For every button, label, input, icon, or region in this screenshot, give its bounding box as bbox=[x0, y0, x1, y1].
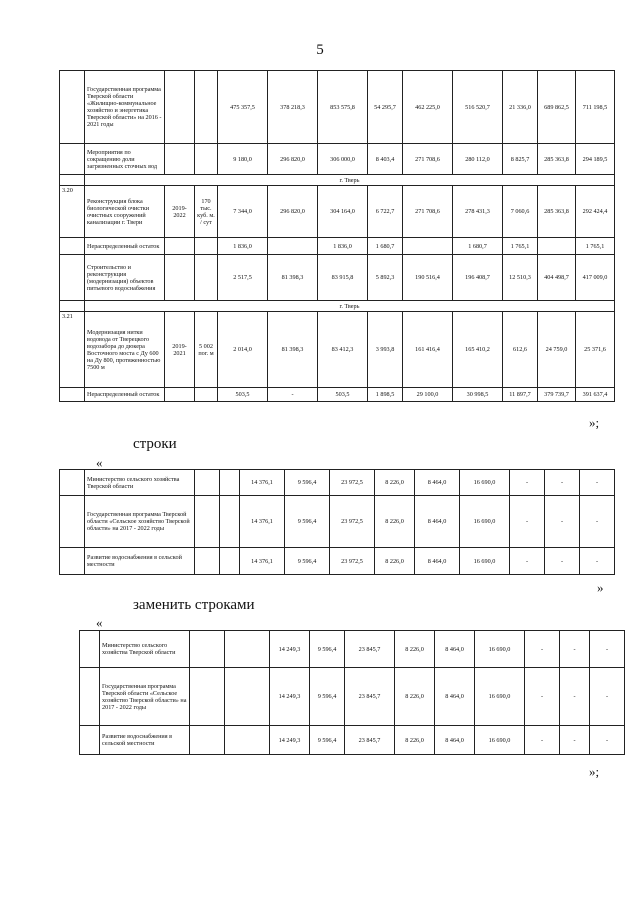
value-cell: 21 336,0 bbox=[503, 71, 538, 144]
value-cell: 8 464,0 bbox=[415, 470, 460, 496]
value-cell: - bbox=[510, 548, 545, 575]
capacity-cell bbox=[195, 71, 218, 144]
period-cell bbox=[165, 71, 195, 144]
replacement-rows-table bbox=[79, 630, 625, 755]
subheading-cell: г. Тверь bbox=[85, 301, 615, 312]
label-replace: заменить строками bbox=[133, 597, 255, 613]
value-cell: 285 363,8 bbox=[538, 186, 576, 238]
value-cell: 516 520,7 bbox=[453, 71, 503, 144]
label-rows: строки bbox=[133, 436, 177, 452]
row-number-cell bbox=[60, 470, 85, 496]
value-cell: 294 189,5 bbox=[576, 144, 615, 175]
row-number-cell bbox=[80, 668, 100, 726]
value-cell: 23 845,7 bbox=[345, 631, 395, 668]
table-row bbox=[60, 496, 615, 548]
value-cell bbox=[403, 238, 453, 255]
value-cell: 165 410,2 bbox=[453, 312, 503, 388]
value-cell: 8 825,7 bbox=[503, 144, 538, 175]
value-cell: 271 708,6 bbox=[403, 144, 453, 175]
value-cell: 285 363,8 bbox=[538, 144, 576, 175]
open-quote-1: « bbox=[96, 455, 103, 470]
period-cell bbox=[195, 470, 220, 496]
period-cell bbox=[190, 726, 225, 755]
capacity-cell bbox=[225, 631, 270, 668]
value-cell: 81 398,3 bbox=[268, 255, 318, 301]
open-quote-2: « bbox=[96, 615, 103, 630]
period-cell bbox=[195, 496, 220, 548]
value-cell: 23 845,7 bbox=[345, 668, 395, 726]
row-number-cell bbox=[60, 175, 85, 186]
value-cell: 475 357,5 bbox=[218, 71, 268, 144]
period-cell: 2019-2021 bbox=[165, 312, 195, 388]
value-cell: - bbox=[560, 668, 590, 726]
value-cell: 14 249,3 bbox=[270, 726, 310, 755]
value-cell: - bbox=[510, 496, 545, 548]
table-row bbox=[60, 255, 615, 301]
name-cell: Мероприятия по сокращению доли загрязненных сточных вод bbox=[85, 144, 165, 175]
value-cell: - bbox=[545, 548, 580, 575]
value-cell bbox=[268, 238, 318, 255]
value-cell: 278 431,3 bbox=[453, 186, 503, 238]
value-cell: 1 765,1 bbox=[503, 238, 538, 255]
close-quote-2: » bbox=[597, 580, 604, 595]
end-quote-1: »; bbox=[589, 415, 600, 430]
value-cell: 23 972,5 bbox=[330, 470, 375, 496]
value-cell: - bbox=[580, 470, 615, 496]
value-cell: 2 014,0 bbox=[218, 312, 268, 388]
table-row bbox=[60, 71, 615, 144]
value-cell: 83 412,3 bbox=[318, 312, 368, 388]
value-cell: 14 376,1 bbox=[240, 470, 285, 496]
table-row bbox=[60, 388, 615, 402]
name-cell: Государственная программа Тверской области «Сельское хозяйство Тверской области» на 2017 - 2022 годы bbox=[100, 668, 190, 726]
value-cell: 404 498,7 bbox=[538, 255, 576, 301]
value-cell: 8 464,0 bbox=[435, 668, 475, 726]
table-row bbox=[60, 238, 615, 255]
period-cell bbox=[165, 388, 195, 402]
capacity-cell bbox=[225, 668, 270, 726]
value-cell: 9 596,4 bbox=[285, 496, 330, 548]
value-cell: - bbox=[580, 496, 615, 548]
capacity-cell: 170 тыс. куб. м. / сут bbox=[195, 186, 218, 238]
name-cell: Развитие водоснабжения в сельской местности bbox=[100, 726, 190, 755]
page-number: 5 bbox=[316, 42, 324, 58]
capacity-cell bbox=[225, 726, 270, 755]
row-number-cell bbox=[60, 71, 85, 144]
row-number-cell bbox=[60, 144, 85, 175]
value-cell: 1 680,7 bbox=[453, 238, 503, 255]
table-row bbox=[60, 470, 615, 496]
period-cell bbox=[190, 631, 225, 668]
table-row bbox=[60, 312, 615, 388]
value-cell: 14 376,1 bbox=[240, 496, 285, 548]
value-cell: - bbox=[590, 668, 625, 726]
value-cell: 16 690,0 bbox=[475, 668, 525, 726]
period-cell bbox=[165, 255, 195, 301]
value-cell: 292 424,4 bbox=[576, 186, 615, 238]
value-cell: 391 637,4 bbox=[576, 388, 615, 402]
value-cell: 9 180,0 bbox=[218, 144, 268, 175]
value-cell: 8 226,0 bbox=[375, 548, 415, 575]
value-cell: 2 517,5 bbox=[218, 255, 268, 301]
value-cell: 23 845,7 bbox=[345, 726, 395, 755]
capacity-cell: 5 002 пог. м bbox=[195, 312, 218, 388]
value-cell: 378 218,3 bbox=[268, 71, 318, 144]
value-cell: - bbox=[545, 470, 580, 496]
row-number-cell bbox=[60, 255, 85, 301]
value-cell: 23 972,5 bbox=[330, 548, 375, 575]
value-cell: 83 915,8 bbox=[318, 255, 368, 301]
value-cell: 9 596,4 bbox=[310, 631, 345, 668]
value-cell: 296 820,0 bbox=[268, 186, 318, 238]
value-cell: 8 403,4 bbox=[368, 144, 403, 175]
value-cell: 190 516,4 bbox=[403, 255, 453, 301]
name-cell: Модернизация нитки водовода от Тверецкого водозабора до дюкера Восточного моста с Ду 600 на Ду 800, протяженностью 7500 м bbox=[85, 312, 165, 388]
name-cell: Нераспределенный остаток bbox=[85, 238, 165, 255]
period-cell bbox=[165, 144, 195, 175]
value-cell: 8 464,0 bbox=[435, 631, 475, 668]
value-cell: 1 836,0 bbox=[218, 238, 268, 255]
value-cell: 14 376,1 bbox=[240, 548, 285, 575]
table-row bbox=[60, 548, 615, 575]
subheading-cell: г. Тверь bbox=[85, 175, 615, 186]
table-row bbox=[60, 144, 615, 175]
value-cell: 1 836,0 bbox=[318, 238, 368, 255]
name-cell: Государственная программа Тверской области «Жилищно-коммунальное хозяйство и энергетика Тверской области» на 2016 - 2021 годы bbox=[85, 71, 165, 144]
value-cell: 8 226,0 bbox=[395, 726, 435, 755]
value-cell: 280 112,0 bbox=[453, 144, 503, 175]
value-cell: 16 690,0 bbox=[460, 548, 510, 575]
value-cell: 8 464,0 bbox=[435, 726, 475, 755]
period-cell bbox=[165, 238, 195, 255]
value-cell: 1 898,5 bbox=[368, 388, 403, 402]
value-cell: 296 820,0 bbox=[268, 144, 318, 175]
value-cell: 612,6 bbox=[503, 312, 538, 388]
rows-to-replace-table bbox=[59, 469, 615, 575]
value-cell: 271 708,6 bbox=[403, 186, 453, 238]
budget-table-main bbox=[59, 70, 615, 402]
value-cell: 30 998,5 bbox=[453, 388, 503, 402]
value-cell: 81 398,3 bbox=[268, 312, 318, 388]
value-cell: 1 765,1 bbox=[576, 238, 615, 255]
value-cell: 8 226,0 bbox=[375, 496, 415, 548]
value-cell: 304 164,0 bbox=[318, 186, 368, 238]
row-number-cell bbox=[60, 301, 85, 312]
value-cell: 8 226,0 bbox=[395, 668, 435, 726]
name-cell: Развитие водоснабжения в сельской местности bbox=[85, 548, 195, 575]
row-number-cell bbox=[80, 631, 100, 668]
table-row bbox=[60, 186, 615, 238]
value-cell: 3 993,8 bbox=[368, 312, 403, 388]
value-cell: 8 464,0 bbox=[415, 548, 460, 575]
capacity-cell bbox=[220, 548, 240, 575]
value-cell: 503,5 bbox=[318, 388, 368, 402]
value-cell: 9 596,4 bbox=[285, 470, 330, 496]
value-cell: 379 739,7 bbox=[538, 388, 576, 402]
value-cell: 24 759,0 bbox=[538, 312, 576, 388]
row-number-cell bbox=[60, 238, 85, 255]
period-cell: 2019-2022 bbox=[165, 186, 195, 238]
value-cell: - bbox=[525, 668, 560, 726]
value-cell: - bbox=[560, 726, 590, 755]
value-cell: 6 722,7 bbox=[368, 186, 403, 238]
value-cell: 9 596,4 bbox=[285, 548, 330, 575]
table-row bbox=[80, 668, 625, 726]
value-cell: 23 972,5 bbox=[330, 496, 375, 548]
value-cell: 54 295,7 bbox=[368, 71, 403, 144]
value-cell: 25 371,6 bbox=[576, 312, 615, 388]
value-cell: 503,5 bbox=[218, 388, 268, 402]
value-cell: - bbox=[560, 631, 590, 668]
row-number-cell bbox=[80, 726, 100, 755]
value-cell: - bbox=[545, 496, 580, 548]
value-cell: - bbox=[590, 726, 625, 755]
row-number-cell bbox=[60, 548, 85, 575]
value-cell: 689 862,5 bbox=[538, 71, 576, 144]
end-quote-3: »; bbox=[589, 764, 600, 779]
value-cell: 7 344,0 bbox=[218, 186, 268, 238]
name-cell: Государственная программа Тверской области «Сельское хозяйство Тверской области» на 2017 - 2022 годы bbox=[85, 496, 195, 548]
value-cell: 16 690,0 bbox=[460, 470, 510, 496]
name-cell: Министерство сельского хозяйства Тверской области bbox=[85, 470, 195, 496]
name-cell: Строительство и реконструкция (модернизация) объектов питьевого водоснабжения bbox=[85, 255, 165, 301]
value-cell: 14 249,3 bbox=[270, 668, 310, 726]
value-cell: 9 596,4 bbox=[310, 726, 345, 755]
value-cell: 161 416,4 bbox=[403, 312, 453, 388]
capacity-cell bbox=[220, 470, 240, 496]
period-cell bbox=[190, 668, 225, 726]
capacity-cell bbox=[195, 255, 218, 301]
value-cell: 8 226,0 bbox=[375, 470, 415, 496]
capacity-cell bbox=[195, 388, 218, 402]
value-cell: - bbox=[268, 388, 318, 402]
name-cell: Министерство сельского хозяйства Тверской области bbox=[100, 631, 190, 668]
value-cell: 1 680,7 bbox=[368, 238, 403, 255]
value-cell: - bbox=[525, 631, 560, 668]
value-cell: 16 690,0 bbox=[475, 726, 525, 755]
value-cell: - bbox=[580, 548, 615, 575]
value-cell: 306 000,0 bbox=[318, 144, 368, 175]
row-number-cell bbox=[60, 496, 85, 548]
name-cell: Реконструкция блока биологической очистки очистных сооружений канализации г. Твери bbox=[85, 186, 165, 238]
value-cell: - bbox=[525, 726, 560, 755]
value-cell: 5 892,3 bbox=[368, 255, 403, 301]
value-cell: 711 198,5 bbox=[576, 71, 615, 144]
value-cell: 11 897,7 bbox=[503, 388, 538, 402]
table-row bbox=[80, 631, 625, 668]
name-cell: Нераспределенный остаток bbox=[85, 388, 165, 402]
value-cell: 462 225,0 bbox=[403, 71, 453, 144]
table-row bbox=[60, 175, 615, 186]
value-cell: 9 596,4 bbox=[310, 668, 345, 726]
capacity-cell bbox=[195, 238, 218, 255]
value-cell: 7 060,6 bbox=[503, 186, 538, 238]
value-cell: 196 408,7 bbox=[453, 255, 503, 301]
value-cell: 16 690,0 bbox=[460, 496, 510, 548]
value-cell bbox=[538, 238, 576, 255]
value-cell: - bbox=[590, 631, 625, 668]
capacity-cell bbox=[195, 144, 218, 175]
value-cell: 29 100,0 bbox=[403, 388, 453, 402]
period-cell bbox=[195, 548, 220, 575]
table-row bbox=[60, 301, 615, 312]
value-cell: 12 510,3 bbox=[503, 255, 538, 301]
value-cell: 16 690,0 bbox=[475, 631, 525, 668]
value-cell: 417 009,0 bbox=[576, 255, 615, 301]
value-cell: 853 575,8 bbox=[318, 71, 368, 144]
value-cell: 14 249,3 bbox=[270, 631, 310, 668]
row-number-cell: 3.21 bbox=[60, 312, 85, 388]
value-cell: 8 226,0 bbox=[395, 631, 435, 668]
row-number-cell bbox=[60, 388, 85, 402]
value-cell: 8 464,0 bbox=[415, 496, 460, 548]
row-number-cell: 3.20 bbox=[60, 186, 85, 238]
value-cell: - bbox=[510, 470, 545, 496]
table-row bbox=[80, 726, 625, 755]
capacity-cell bbox=[220, 496, 240, 548]
